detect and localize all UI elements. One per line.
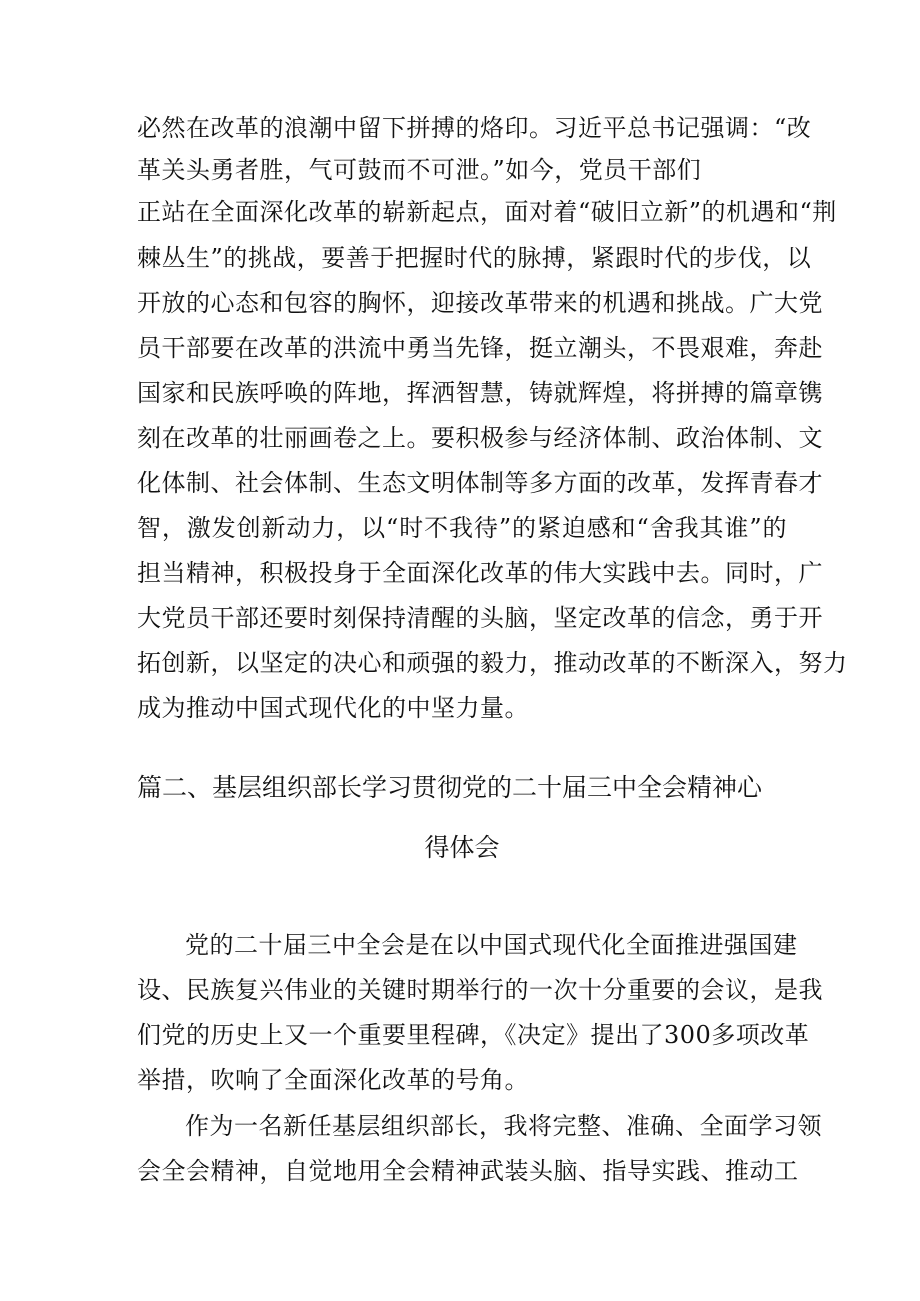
paragraph-line: 作为一名新任基层组织部长，我将完整、准确、全面学习领 [185, 1112, 822, 1140]
paragraph-line: 大党员干部还要时刻保持清醒的头脑，坚定改革的信念，勇于开 [137, 604, 823, 632]
paragraph-line: 们党的历史上又一个重要里程碑，《决定》提出了300多项改革 [137, 1021, 810, 1049]
paragraph-line: 革关头勇者胜，气可鼓而不可泄。”如今，党员干部们 [137, 156, 702, 184]
paragraph-line: 正站在全面深化改革的崭新起点，面对着“破旧立新”的机遇和“荆 [137, 198, 837, 226]
paragraph-line: 化体制、社会体制、生态文明体制等多方面的改革，发挥青春才 [137, 469, 823, 497]
paragraph-line: 棘丛生”的挑战，要善于把握时代的脉搏，紧跟时代的步伐，以 [137, 244, 812, 272]
paragraph-line: 会全会精神，自觉地用全会精神武装头脑、指导实践、推动工 [137, 1157, 799, 1185]
paragraph-line: 成为推动中国式现代化的中坚力量。 [137, 694, 529, 722]
paragraph-line: 开放的心态和包容的胸怀，迎接改革带来的机遇和挑战。广大党 [137, 289, 823, 317]
paragraph-line: 智，激发创新动力，以“时不我待”的紧迫感和“舍我其谁”的 [137, 514, 787, 542]
section-heading-line-2: 得体会 [424, 833, 500, 862]
paragraph-line: 必然在改革的浪潮中留下拼搏的烙印。习近平总书记强调：“改 [137, 114, 812, 142]
paragraph-line: 设、民族复兴伟业的关键时期举行的一次十分重要的会议，是我 [137, 976, 823, 1004]
paragraph-line: 拓创新，以坚定的决心和顽强的毅力，推动改革的不断深入，努力 [137, 649, 848, 677]
paragraph-line: 国家和民族呼唤的阵地，挥洒智慧，铸就辉煌，将拼搏的篇章镌 [137, 379, 823, 407]
paragraph-line: 党的二十届三中全会是在以中国式现代化全面推进强国建 [185, 931, 798, 959]
paragraph-line: 员干部要在改革的洪流中勇当先锋，挺立潮头，不畏艰难，奔赴 [137, 334, 823, 362]
paragraph-line: 刻在改革的壮丽画卷之上。要积极参与经济体制、政治体制、文 [137, 424, 823, 452]
paragraph-line: 担当精神，积极投身于全面深化改革的伟大实践中去。同时，广 [137, 559, 823, 587]
section-heading-line-1: 篇二、基层组织部长学习贯彻党的二十届三中全会精神心 [137, 773, 763, 802]
paragraph-line: 举措，吹响了全面深化改革的号角。 [137, 1066, 529, 1094]
